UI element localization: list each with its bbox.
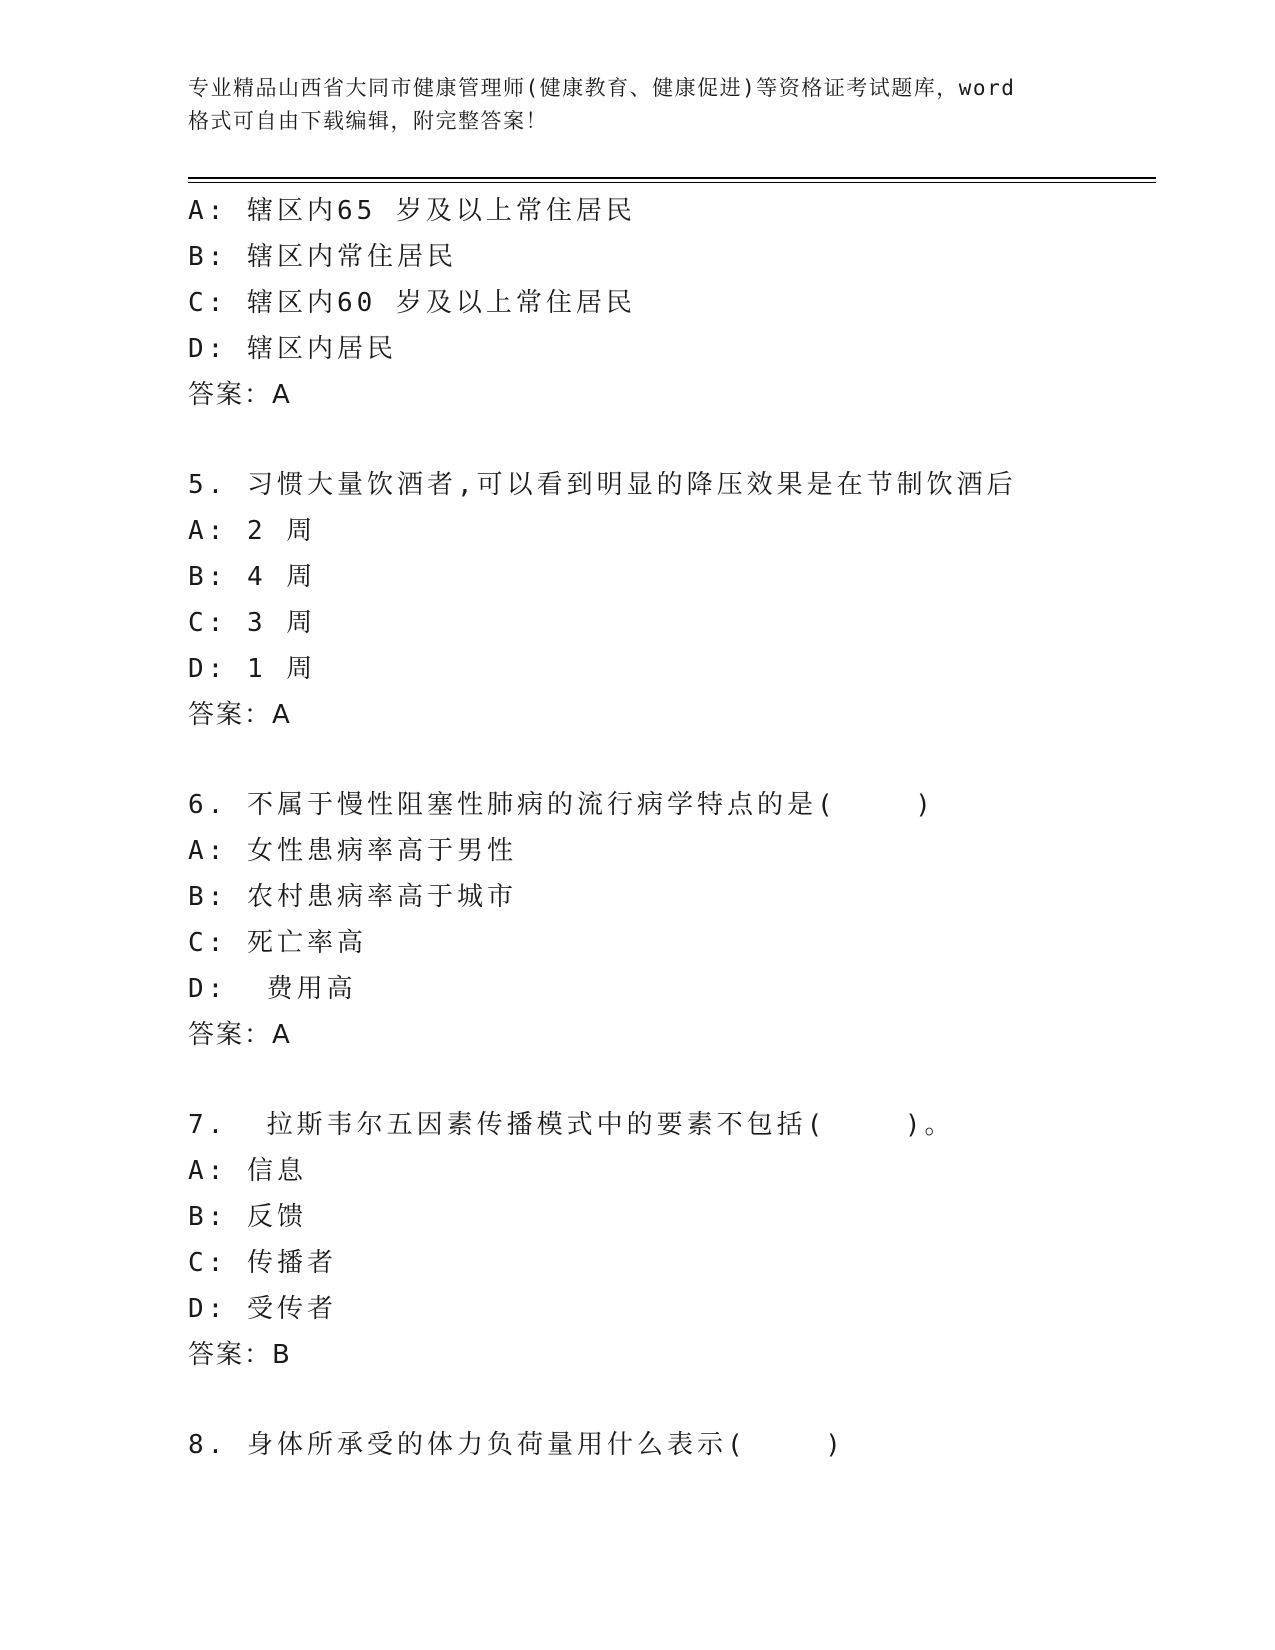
question-stem: 6. 不属于慢性阻塞性肺病的流行病学特点的是( ) [188, 790, 935, 820]
option-a: A: 女性患病率高于男性 [188, 836, 517, 866]
spacer [188, 418, 1156, 462]
option-b: B: 4 周 [188, 562, 317, 592]
option-a: A: 2 周 [188, 516, 317, 546]
header-rule-thick [188, 177, 1156, 179]
answer: 答案：A [188, 380, 292, 410]
spacer [188, 1378, 1156, 1422]
question-stem: 7. 拉斯韦尔五因素传播模式中的要素不包括( )。 [188, 1110, 955, 1140]
spacer [188, 1058, 1156, 1102]
option-d: D: 1 周 [188, 654, 317, 684]
question-7 [188, 1102, 1156, 1378]
document-header [188, 72, 1088, 138]
question-8 [188, 1422, 1156, 1468]
option-b: B: 农村患病率高于城市 [188, 882, 517, 912]
question-6 [188, 782, 1156, 1058]
question-list [188, 188, 1156, 1468]
option-c: C: 传播者 [188, 1248, 337, 1278]
option-d: D: 受传者 [188, 1294, 337, 1324]
answer: 答案：A [188, 1020, 292, 1050]
answer: 答案：A [188, 700, 292, 730]
question-4 [188, 188, 1156, 418]
option-d: D: 辖区内居民 [188, 334, 397, 364]
question-5 [188, 462, 1156, 738]
header-rule-thin [188, 182, 1156, 183]
spacer [188, 738, 1156, 782]
option-c: C: 3 周 [188, 608, 317, 638]
question-stem: 5. 习惯大量饮酒者,可以看到明显的降压效果是在节制饮酒后 [188, 470, 1017, 500]
option-a: A: 信息 [188, 1156, 307, 1186]
answer: 答案：B [188, 1340, 292, 1370]
question-stem: 8. 身体所承受的体力负荷量用什么表示( ) [188, 1430, 845, 1460]
option-d: D: 费用高 [188, 974, 357, 1004]
option-c: C: 死亡率高 [188, 928, 367, 958]
option-a: A: 辖区内65 岁及以上常住居民 [188, 196, 636, 226]
option-b: B: 辖区内常住居民 [188, 242, 457, 272]
header-line-1: 专业精品山西省大同市健康管理师(健康教育、健康促进)等资格证考试题库，word [188, 76, 1016, 100]
option-b: B: 反馈 [188, 1202, 307, 1232]
option-c: C: 辖区内60 岁及以上常住居民 [188, 288, 636, 318]
header-line-2: 格式可自由下载编辑，附完整答案！ [188, 109, 548, 133]
